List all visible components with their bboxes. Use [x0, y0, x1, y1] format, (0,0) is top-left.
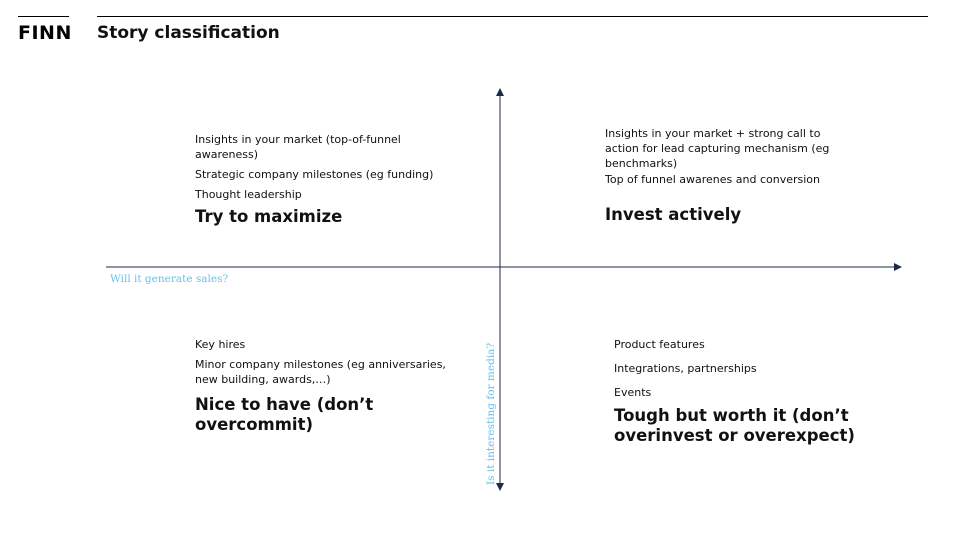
quadrant-item: Key hires	[195, 338, 246, 351]
y-axis-label: Is it interesting for media?	[485, 342, 497, 485]
quadrant-heading: Try to maximize	[195, 207, 343, 226]
quadrant-heading: Invest actively	[605, 205, 742, 224]
quadrant-item: Top of funnel awarenes and conversion	[605, 173, 820, 186]
quadrant-item: Thought leadership	[195, 188, 302, 201]
quadrant-item: Insights in your market (top-of-funnel awareness)	[195, 133, 401, 161]
quadrant-top-left	[195, 132, 445, 227]
x-axis-label: Will it generate sales?	[110, 273, 229, 285]
quadrant-item: Insights in your market + strong call to action for lead capturing mechanism (eg benchmarks)	[605, 127, 830, 170]
quadrant-bottom-right	[614, 337, 864, 446]
quadrant-item: Integrations, partnerships	[614, 362, 757, 375]
page-title: Story classification	[97, 23, 280, 43]
quadrant-top-right	[605, 126, 855, 225]
quadrant-heading: Nice to have (don’t overcommit)	[195, 395, 374, 434]
quadrant-item: Events	[614, 386, 652, 399]
finn-logo: FINN	[18, 22, 72, 44]
quadrant-item: Product features	[614, 338, 705, 351]
quadrant-item: Minor company milestones (eg anniversaries, new building, awards,…)	[195, 358, 446, 386]
quadrant-heading: Tough but worth it (don’t overinvest or overexpect)	[614, 406, 855, 445]
quadrant-item: Strategic company milestones (eg funding)	[195, 168, 434, 181]
quadrant-bottom-left	[195, 337, 455, 435]
